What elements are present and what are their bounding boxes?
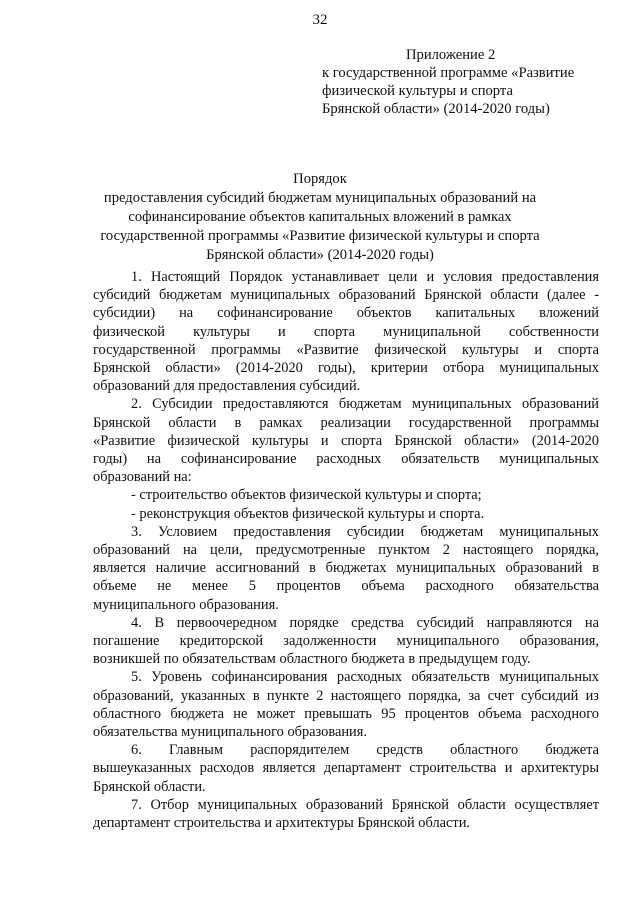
title-line: государственной программы «Развитие физической культуры и спорта: [100, 228, 540, 244]
paragraph: [93, 796, 599, 832]
paragraph-line: образований на:: [93, 469, 192, 486]
document-title: [0, 170, 640, 265]
paragraph-line: субсидии) на софинансирование объектов капитальных вложений: [93, 305, 599, 322]
title-line: предоставления субсидий бюджетам муниципальных образований на: [103, 190, 537, 206]
title-line: софинансирование объектов капитальных вложений в рамках: [128, 209, 512, 225]
paragraph-line: образований для предоставления субсидий.: [93, 378, 361, 395]
bullet-item: - строительство объектов физической культуры и спорта;: [131, 487, 482, 504]
paragraph-line: вышеуказанных расходов является департамент строительства и архитектуры: [93, 760, 599, 777]
paragraph-line: Брянской области» (2014-2020 годы), критерии отбора муниципальных: [93, 360, 599, 377]
paragraph-line: департамент строительства и архитектуры Брянской области.: [93, 815, 471, 832]
paragraph-line: погашение кредиторской задолженности муниципального образования,: [93, 633, 599, 650]
paragraph-line: 5. Уровень софинансирования расходных обязательств муниципальных: [131, 669, 599, 686]
paragraph: [93, 668, 599, 741]
paragraph-line: муниципального образования.: [93, 596, 279, 613]
paragraph-line: обязательства муниципального образования.: [93, 724, 367, 741]
paragraph-line: образований, указанных в пункте 2 настоящего порядка, за счет субсидий из: [93, 687, 599, 704]
appendix-header: [322, 46, 622, 118]
paragraph: [93, 268, 599, 395]
paragraph-line: годы) на софинансирование расходных обязательств муниципальных: [93, 451, 599, 468]
paragraph-line: образований на цели, предусмотренные пунктом 2 настоящего порядка,: [93, 542, 599, 559]
paragraph: [93, 741, 599, 796]
appendix-line: Приложение 2: [406, 47, 496, 63]
appendix-line: к государственной программе «Развитие: [322, 65, 575, 81]
paragraph-line: Брянской области.: [93, 778, 206, 795]
paragraph-line: Брянской области в рамках реализации государственной программы: [93, 414, 599, 431]
paragraph-line: объеме не менее 5 процентов объема расходного обязательства: [93, 578, 599, 595]
paragraph-line: 7. Отбор муниципальных образований Брянской области осуществляет: [131, 796, 599, 813]
paragraph-line: 3. Условием предоставления субсидии бюджетам муниципальных: [131, 523, 599, 540]
appendix-line: физической культуры и спорта: [322, 83, 513, 99]
title-line: Брянской области» (2014-2020 годы): [206, 247, 434, 263]
paragraph-line: субсидий бюджетам муниципальных образований Брянской области (далее -: [93, 287, 599, 304]
paragraph-line: 1. Настоящий Порядок устанавливает цели и условия предоставления: [131, 269, 599, 285]
paragraph-line: областного бюджета не может превышать 95 процентов объема расходного: [93, 705, 599, 722]
paragraph-line: 4. В первоочередном порядке средства субсидий направляются на: [131, 614, 599, 631]
paragraph: [93, 395, 599, 486]
paragraph: [93, 523, 599, 614]
paragraph-line: «Развитие физической культуры и спорта Брянской области» (2014-2020: [93, 432, 599, 449]
paragraph-line: является наличие ассигнований в бюджетах муниципальных образований в: [93, 560, 599, 577]
document-body: [93, 268, 599, 832]
paragraph-line: 6. Главным распорядителем средств областного бюджета: [131, 742, 599, 759]
title-line: Порядок: [293, 171, 347, 187]
paragraph-line: физической культуры и спорта муниципальной собственности: [93, 323, 599, 340]
page-number: 32: [312, 12, 328, 28]
paragraph: [93, 614, 599, 669]
appendix-line: Брянской области» (2014-2020 годы): [322, 101, 550, 117]
paragraph-line: 2. Субсидии предоставляются бюджетам муниципальных образований: [131, 396, 599, 413]
paragraph-line: государственной программы «Развитие физической культуры и спорта: [93, 341, 599, 358]
paragraph-line: возникшей по обязательствам областного бюджета в предыдущем году.: [93, 651, 531, 668]
bullet-item: - реконструкция объектов физической культуры и спорта.: [131, 505, 485, 522]
